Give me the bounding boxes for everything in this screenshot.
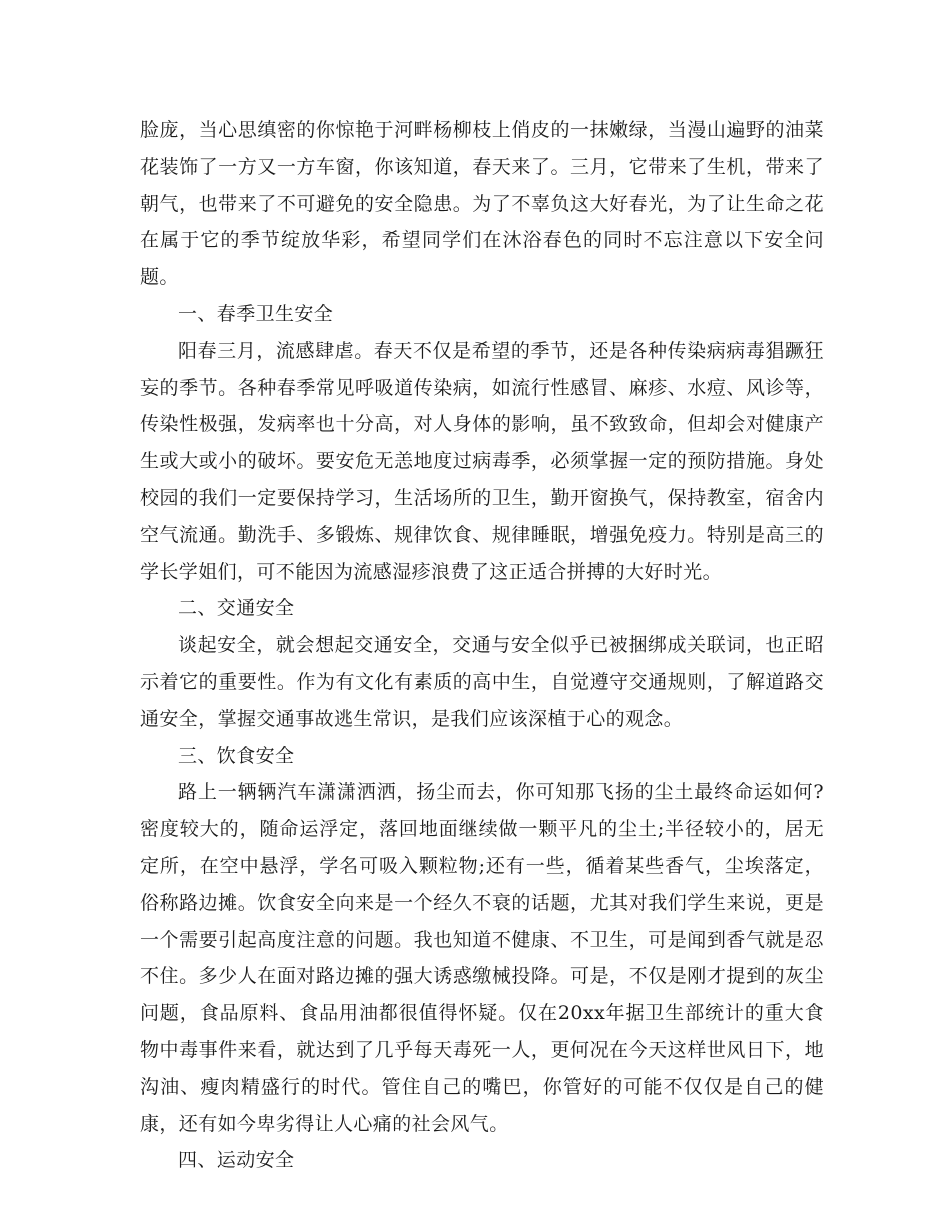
document-body (140, 112, 824, 1179)
section-body-traffic: 谈起安全，就会想起交通安全，交通与安全似乎已被捆绑成关联词，也正昭示着它的重要性。作为有文化有素质的高中生，自觉遵守交通规则，了解道路交通安全，掌握交通事故逃生常识，是我们应该深植于心的观念。 (140, 634, 824, 730)
section-heading-food: 三、饮食安全 (178, 744, 295, 767)
section-heading-spring-hygiene: 一、春季卫生安全 (178, 302, 334, 325)
intro-paragraph: 脸庞，当心思缜密的你惊艳于河畔杨柳枝上俏皮的一抹嫩绿，当漫山遍野的油菜花装饰了一方又一方车窗，你该知道，春天来了。三月，它带来了生机，带来了朝气，也带来了不可避免的安全隐患。为了不辜负这大好春光，为了让生命之花在属于它的季节绽放华彩，希望同学们在沐浴春色的同时不忘注意以下安全问题。 (140, 119, 824, 289)
section-body-food: 路上一辆辆汽车潇潇洒洒，扬尘而去，你可知那飞扬的尘土最终命运如何?密度较大的，随命运浮定，落回地面继续做一颗平凡的尘土;半径较小的，居无定所，在空中悬浮，学名可吸入颗粒物;还有一些，循着某些香气，尘埃落定，俗称路边摊。饮食安全向来是一个经久不衰的话题，尤其对我们学生来说，更是一个需要引起高度注意的问题。我也知道不健康、不卫生，可是闻到香气就是忍不住。多少人在面对路边摊的强大诱惑缴械投降。可是，不仅是刚才提到的灰尘问题，食品原料、食品用油都很值得怀疑。仅在20xx年据卫生部统计的重大食物中毒事件来看，就达到了几乎每天毒死一人，更何况在今天这样世风日下，地沟油、瘦肉精盛行的时代。管住自己的嘴巴，你管好的可能不仅仅是自己的健康，还有如今卑劣得让人心痛的社会风气。 (140, 781, 824, 1135)
section-heading-sports: 四、运动安全 (178, 1149, 295, 1172)
section-heading-traffic: 二、交通安全 (178, 597, 295, 620)
section-body-spring-hygiene: 阳春三月，流感肆虐。春天不仅是希望的季节，还是各种传染病病毒猖蹶狂妄的季节。各种春季常见呼吸道传染病，如流行性感冒、麻疹、水痘、风诊等，传染性极强，发病率也十分高，对人身体的影响，虽不致致命，但却会对健康产生或大或小的破坏。要安危无恙地度过病毒季，必须掌握一定的预防措施。身处校园的我们一定要保持学习，生活场所的卫生，勤开窗换气，保持教室，宿舍内空气流通。勤洗手、多锻炼、规律饮食、规律睡眠，增强免疫力。特别是高三的学长学姐们，可不能因为流感湿疹浪费了这正适合拼搏的大好时光。 (140, 339, 824, 583)
